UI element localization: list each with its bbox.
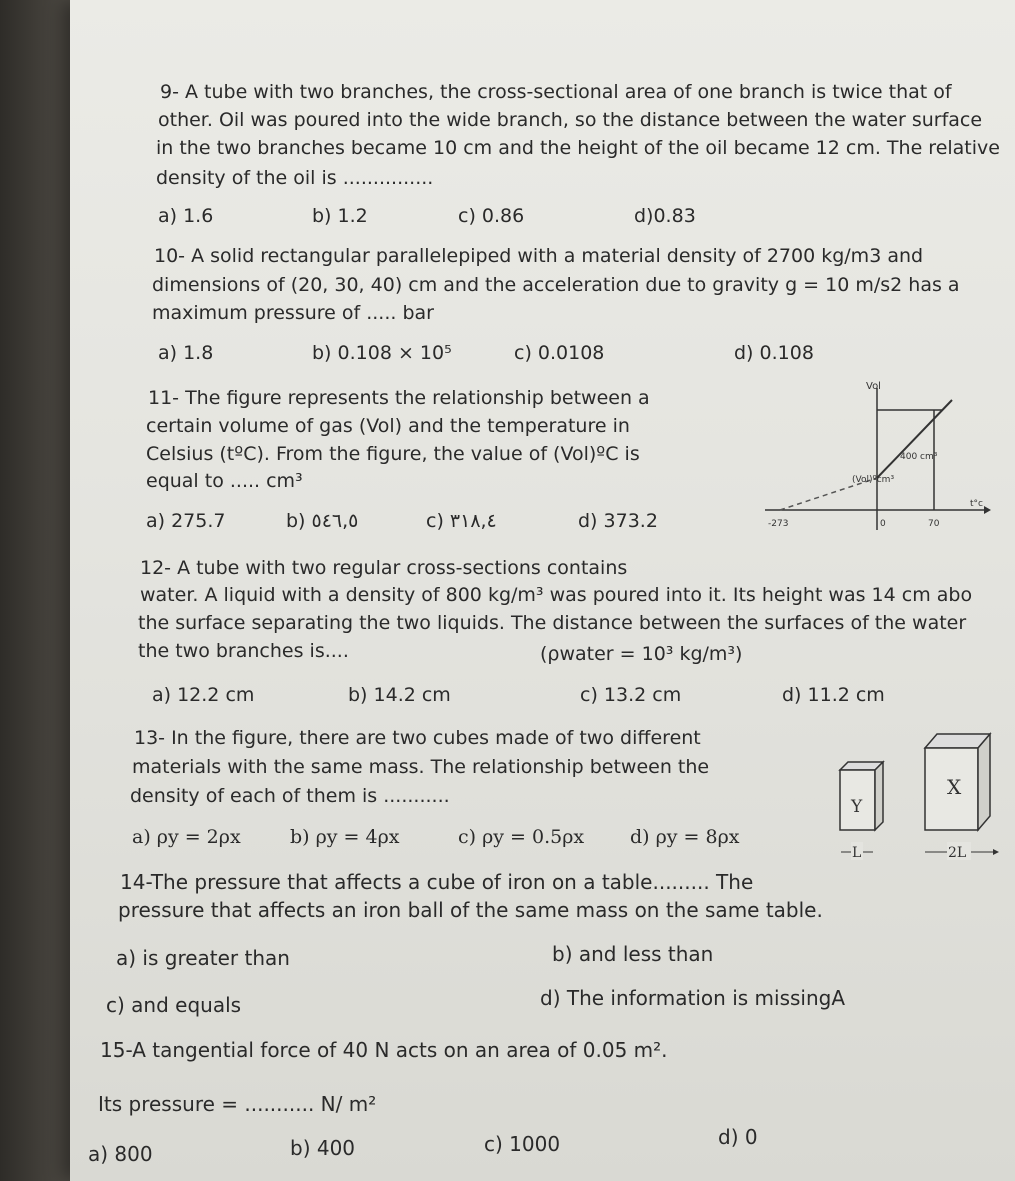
q12-line-3: the surface separating the two liquids. The distance between the surfaces of the water [138,612,967,634]
q14-option-b: b) and less than [552,942,714,966]
q14-option-c: c) and equals [106,993,242,1017]
q12-line-4: the two branches is.... [138,640,349,662]
q9-option-d: d)0.83 [634,205,696,227]
q14-line-1: 14-The pressure that affects a cube of iron on a table......... The [120,870,754,894]
graph-tick-0: 0 [880,519,886,529]
graph-annotation-vol0: (Vol)ºcm³ [852,475,895,485]
cube-y-label: Y [851,797,863,817]
q10-option-b: b) 0.108 × 10⁵ [312,342,452,364]
q12-line-2: water. A liquid with a density of 800 kg/m³ was poured into it. Its height was 14 cm abo [140,584,973,606]
q9-option-c: c) 0.86 [458,205,525,227]
q12-given-density: (ρwater = 10³ kg/m³) [540,643,743,665]
q13-line-3: density of each of them is ........... [130,785,450,807]
q12-option-d: d) 11.2 cm [782,684,885,706]
q11-volume-temperature-graph [760,378,995,538]
graph-x-label: t°c [970,499,983,509]
q12-line-1: 12- A tube with two regular cross-sections contains [140,557,628,579]
q14-option-a: a) is greater than [116,946,290,970]
cube-x [925,734,990,830]
q12-option-c: c) 13.2 cm [580,684,682,706]
q11-option-b: b) ٥٤٦,٥ [286,510,359,532]
q10-line-2: dimensions of (20, 30, 40) cm and the acceleration due to gravity g = 10 m/s2 has a [152,274,960,296]
q13-option-d: d) ρy = 8ρx [630,826,740,848]
q11-line-1: 11- The figure represents the relationship between a [148,387,650,409]
q11-line-2: certain volume of gas (Vol) and the temperature in [146,415,630,437]
q9-option-b: b) 1.2 [312,205,368,227]
q15-option-c: c) 1000 [484,1132,561,1156]
graph-annotation-400: 400 cm³ [900,452,938,462]
q11-option-c: c) ٣١٨,٤ [426,510,497,532]
q12-option-a: a) 12.2 cm [152,684,255,706]
graph-y-label: Vol [866,381,881,392]
graph-tick-minus273: -273 [768,519,789,529]
q10-option-a: a) 1.8 [158,342,214,364]
q11-option-d: d) 373.2 [578,510,658,532]
q12-option-b: b) 14.2 cm [348,684,451,706]
q9-option-a: a) 1.6 [158,205,214,227]
dim-label-l: L [852,845,862,861]
q15-line-2: Its pressure = ........... N/ m² [98,1092,377,1116]
q15-line-1: 15-A tangential force of 40 N acts on an area of 0.05 m². [100,1038,668,1062]
graph-tick-70: 70 [928,519,940,529]
q13-option-b: b) ρy = 4ρx [290,826,400,848]
q13-option-a: a) ρy = 2ρx [132,826,241,848]
q13-line-1: 13- In the figure, there are two cubes made of two different [134,727,701,749]
q15-option-d: d) 0 [718,1125,758,1149]
dim-label-2l: 2L [948,845,967,861]
q15-option-b: b) 400 [290,1136,356,1160]
q11-line-4: equal to ..... cm³ [146,470,303,492]
graph-x-arrow [984,506,991,514]
q13-cubes-figure [835,728,1010,868]
cube-y [840,762,883,830]
q9-line-3: in the two branches became 10 cm and the height of the oil became 12 cm. The relative [156,137,1000,159]
cube-x-label: X [947,775,962,799]
q10-line-3: maximum pressure of ..... bar [152,302,434,324]
q10-option-d: d) 0.108 [734,342,814,364]
q15-option-a: a) 800 [88,1142,153,1166]
q14-line-2: pressure that affects an iron ball of the same mass on the same table. [118,898,823,922]
q11-line-3: Celsius (tºC). From the figure, the value of (Vol)ºC is [146,443,640,465]
q11-option-a: a) 275.7 [146,510,226,532]
q14-option-d: d) The information is missingA [540,986,846,1010]
q9-line-4: density of the oil is ............... [156,167,434,189]
q13-option-c: c) ρy = 0.5ρx [458,826,585,848]
q13-line-2: materials with the same mass. The relationship between the [132,756,710,778]
q10-line-1: 10- A solid rectangular parallelepiped with a material density of 2700 kg/m3 and [154,245,924,267]
q9-line-2: other. Oil was poured into the wide branch, so the distance between the water surface [158,109,983,131]
q10-option-c: c) 0.0108 [514,342,605,364]
q9-line-1: 9- A tube with two branches, the cross-sectional area of one branch is twice that of [160,81,952,103]
graph-volume-line [877,400,952,478]
